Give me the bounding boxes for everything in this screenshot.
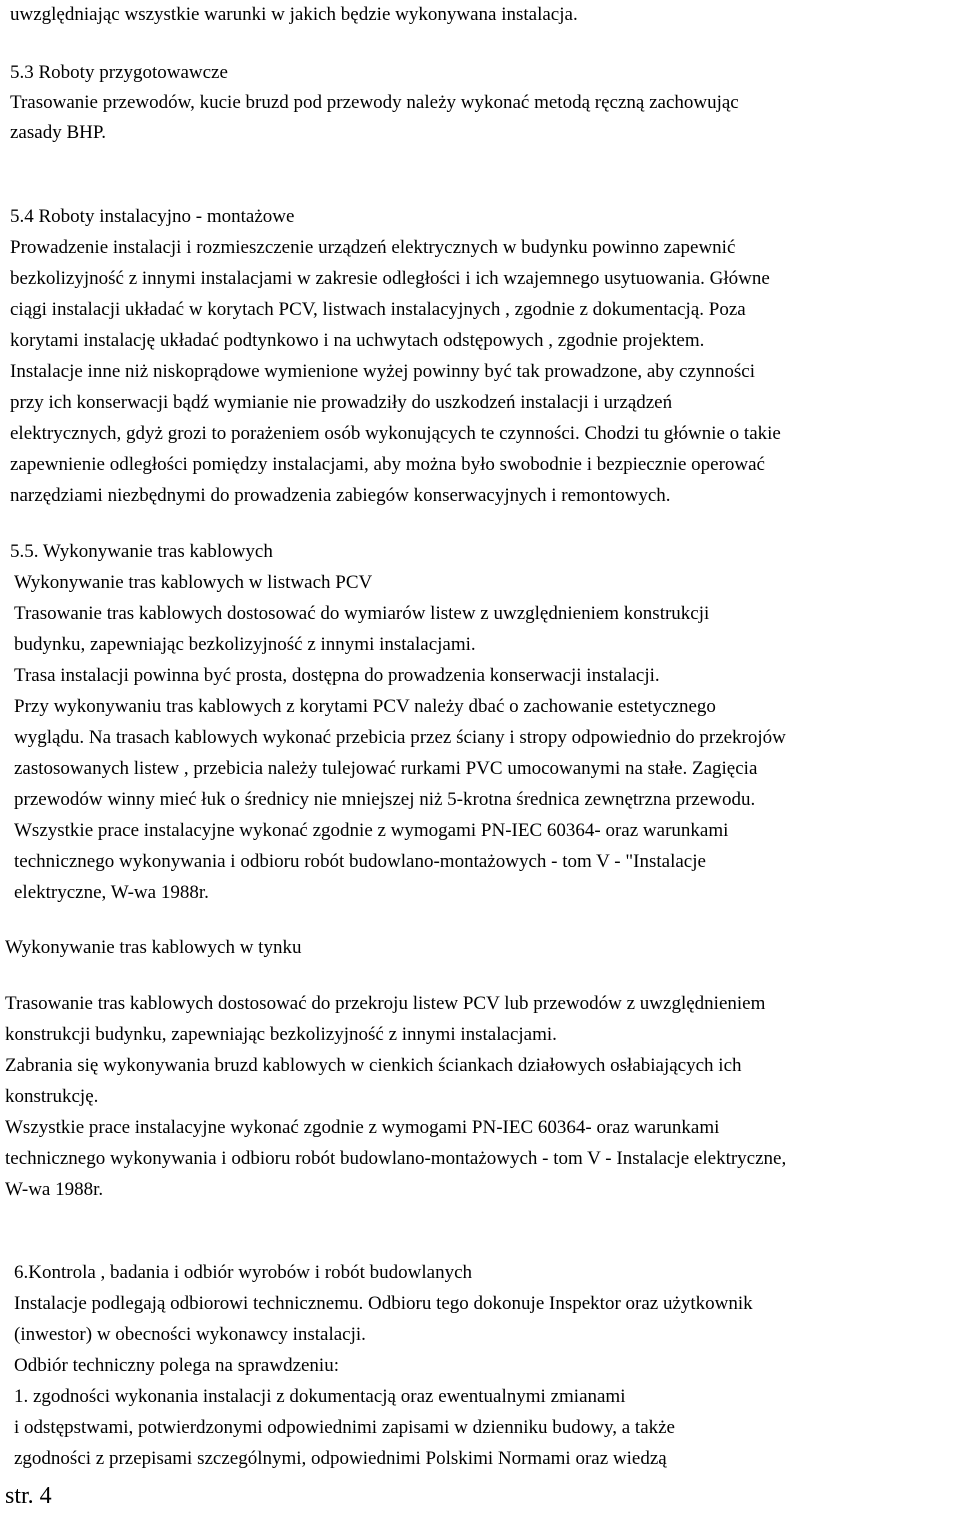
- text-line: konstrukcję.: [5, 1086, 99, 1107]
- text-line: ciągi instalacji układać w korytach PCV, listwach instalacyjnych , zgodnie z dokumentacją. Poza: [10, 299, 746, 320]
- text-line: uwzględniając wszystkie warunki w jakich będzie wykonywana instalacja.: [10, 4, 578, 25]
- section-heading-5-4: 5.4 Roboty instalacyjno - montażowe: [10, 206, 295, 227]
- text-line: przy ich konserwacji bądź wymianie nie prowadziły do uszkodzeń instalacji i urządzeń: [10, 392, 673, 413]
- subsection-heading: Wykonywanie tras kablowych w listwach PCV: [14, 572, 373, 593]
- text-line: przewodów winny mieć łuk o średnicy nie mniejszej niż 5-krotna średnica zewnętrzna przewodu.: [14, 789, 756, 810]
- subsection-heading: Wykonywanie tras kablowych w tynku: [5, 937, 302, 958]
- text-line: (inwestor) w obecności wykonawcy instalacji.: [14, 1324, 366, 1345]
- text-line: bezkolizyjność z innymi instalacjami w zakresie odległości i ich wzajemnego usytuowania. Główne: [10, 268, 770, 289]
- text-line: korytami instalację układać podtynkowo i na uchwytach odstępowych , zgodnie projektem.: [10, 330, 705, 351]
- text-line: konstrukcji budynku, zapewniając bezkolizyjność z innymi instalacjami.: [5, 1024, 557, 1045]
- text-line: technicznego wykonywania i odbioru robót budowlano-montażowych - tom V - Instalacje elektryczne,: [5, 1148, 787, 1169]
- text-line: Prowadzenie instalacji i rozmieszczenie urządzeń elektrycznych w budynku powinno zapewnić: [10, 237, 736, 258]
- text-line: Trasowanie przewodów, kucie bruzd pod przewody należy wykonać metodą ręczną zachowując: [10, 92, 739, 113]
- text-line: budynku, zapewniając bezkolizyjność z innymi instalacjami.: [14, 634, 476, 655]
- text-line: wyglądu. Na trasach kablowych wykonać przebicia przez ściany i stropy odpowiednio do przekrojów: [14, 727, 786, 748]
- text-line: narzędziami niezbędnymi do prowadzenia zabiegów konserwacyjnych i remontowych.: [10, 485, 671, 506]
- text-line: elektryczne, W-wa 1988r.: [14, 882, 209, 903]
- text-line: technicznego wykonywania i odbioru robót budowlano-montażowych - tom V - "Instalacje: [14, 851, 706, 872]
- text-line: Wszystkie prace instalacyjne wykonać zgodnie z wymogami PN-IEC 60364- oraz warunkami: [5, 1117, 720, 1138]
- text-line: Odbiór techniczny polega na sprawdzeniu:: [14, 1355, 339, 1376]
- text-line: zastosowanych listew , przebicia należy tulejować rurkami PVC umocowanymi na stałe. Zagięcia: [14, 758, 758, 779]
- text-line: zgodności z przepisami szczególnymi, odpowiednimi Polskimi Normami oraz wiedzą: [14, 1448, 667, 1469]
- text-line: zasady BHP.: [10, 122, 107, 143]
- page-number: str. 4: [5, 1483, 52, 1509]
- text-line: Przy wykonywaniu tras kablowych z korytami PCV należy dbać o zachowanie estetycznego: [14, 696, 716, 717]
- text-line: i odstępstwami, potwierdzonymi odpowiednimi zapisami w dzienniku budowy, a także: [14, 1417, 675, 1438]
- text-line: Instalacje inne niż niskoprądowe wymienione wyżej powinny być tak prowadzone, aby czynności: [10, 361, 755, 382]
- text-line: Trasowanie tras kablowych dostosować do przekroju listew PCV lub przewodów z uwzględnieniem: [5, 993, 766, 1014]
- section-heading-6: 6.Kontrola , badania i odbiór wyrobów i robót budowlanych: [14, 1262, 473, 1283]
- text-line: W-wa 1988r.: [5, 1179, 104, 1200]
- text-line: Wszystkie prace instalacyjne wykonać zgodnie z wymogami PN-IEC 60364- oraz warunkami: [14, 820, 729, 841]
- text-line: Trasowanie tras kablowych dostosować do wymiarów listew z uwzględnieniem konstrukcji: [14, 603, 710, 624]
- text-line: Zabrania się wykonywania bruzd kablowych w cienkich ściankach działowych osłabiających ich: [5, 1055, 742, 1076]
- text-line: Trasa instalacji powinna być prosta, dostępna do prowadzenia konserwacji instalacji.: [14, 665, 660, 686]
- section-heading-5-3: 5.3 Roboty przygotowawcze: [10, 62, 228, 83]
- list-item: 1. zgodności wykonania instalacji z dokumentacją oraz ewentualnymi zmianami: [14, 1386, 626, 1407]
- text-line: elektrycznych, gdyż grozi to porażeniem osób wykonujących te czynności. Chodzi tu głównie o takie: [10, 423, 781, 444]
- section-heading-5-5: 5.5. Wykonywanie tras kablowych: [10, 541, 273, 562]
- text-line: Instalacje podlegają odbiorowi technicznemu. Odbioru tego dokonuje Inspektor oraz użytkownik: [14, 1293, 753, 1314]
- text-line: zapewnienie odległości pomiędzy instalacjami, aby można było swobodnie i bezpiecznie operować: [10, 454, 765, 475]
